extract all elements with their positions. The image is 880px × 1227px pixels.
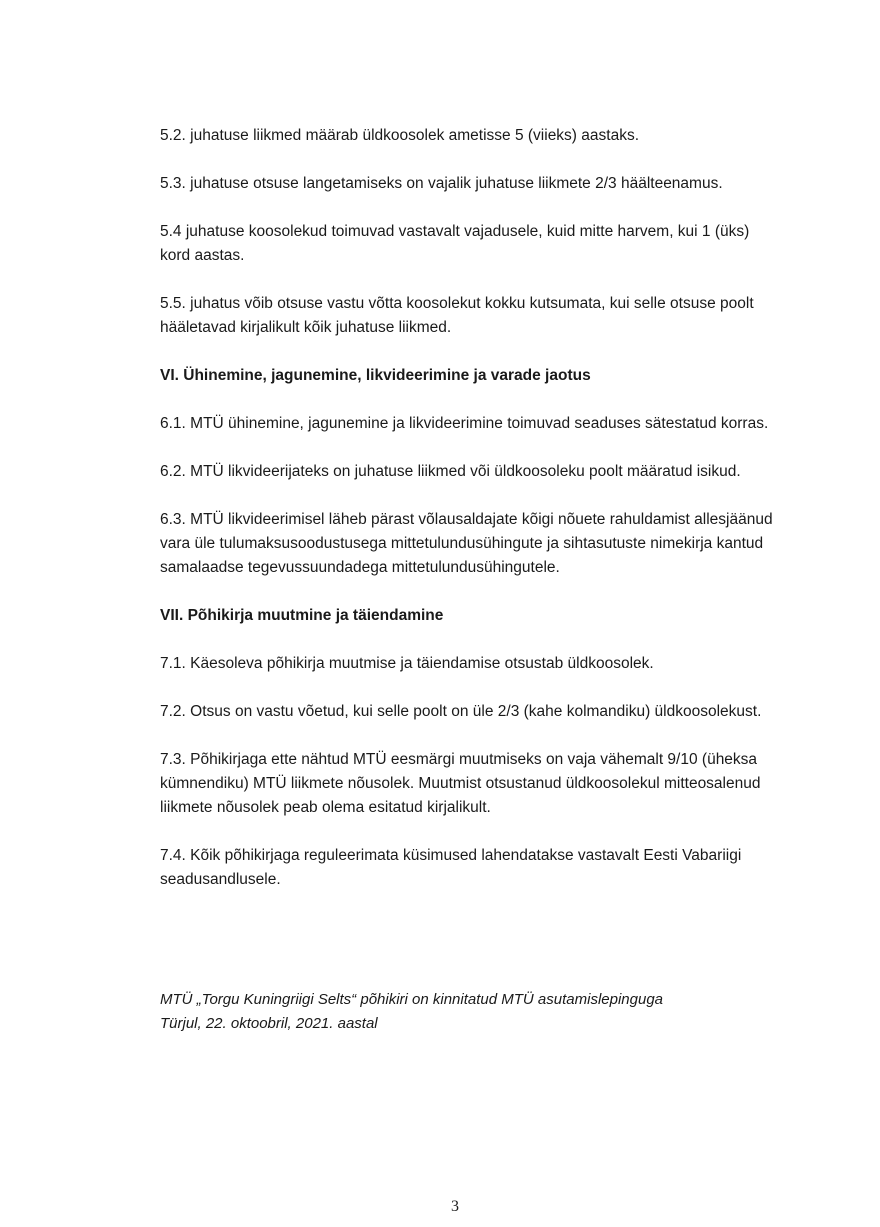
paragraph-7-1-text: 7.1. Käesoleva põhikirja muutmise ja täiendamise otsustab üldkoosolek. (160, 655, 654, 672)
paragraph-7-3 (160, 748, 820, 820)
paragraph-7-4-line-1: 7.4. Kõik põhikirjaga reguleerimata küsimused lahendatakse vastavalt Eesti Vabariigi (160, 847, 742, 864)
paragraph-7-3-line-1: 7.3. Põhikirjaga ette nähtud MTÜ eesmärgi muutmiseks on vaja vähemalt 9/10 (üheksa (160, 751, 758, 768)
paragraph-6-3-line-1: 6.3. MTÜ likvideerimisel läheb pärast võlausaldajate kõigi nõuete rahuldamist allesjäänud (160, 511, 773, 528)
paragraph-5-4-line-2: kord aastas. (160, 247, 245, 264)
section-heading-vi-text: VI. Ühinemine, jagunemine, likvideerimine ja varade jaotus (160, 367, 591, 384)
paragraph-7-1 (160, 652, 820, 676)
paragraph-5-5-line-1: 5.5. juhatus võib otsuse vastu võtta koosolekut kokku kutsumata, kui selle otsuse poolt (160, 295, 754, 312)
paragraph-6-1 (160, 412, 820, 436)
paragraph-6-2-text: 6.2. MTÜ likvideerijateks on juhatuse liikmed või üldkoosoleku poolt määratud isikud. (160, 463, 741, 480)
closing-statement (160, 988, 820, 1036)
page-number: 3 (451, 1198, 459, 1215)
paragraph-5-5-line-2: hääletavad kirjalikult kõik juhatuse liikmed. (160, 319, 452, 336)
paragraph-5-5 (160, 292, 820, 340)
paragraph-6-3-line-2: vara üle tulumaksusoodustusega mittetulundusühingute ja sihtasutuste nimekirja kantud (160, 535, 764, 552)
paragraph-5-3 (160, 172, 820, 196)
paragraph-6-3 (160, 508, 820, 580)
closing-statement-line-1: MTÜ „Torgu Kuningriigi Selts“ põhikiri on kinnitatud MTÜ asutamislepinguga (160, 991, 664, 1008)
paragraph-7-4 (160, 844, 820, 892)
paragraph-7-2-text: 7.2. Otsus on vastu võetud, kui selle poolt on üle 2/3 (kahe kolmandiku) üldkoosolekust. (160, 703, 762, 720)
paragraph-5-2-text: 5.2. juhatuse liikmed määrab üldkoosolek ametisse 5 (viieks) aastaks. (160, 127, 640, 144)
paragraph-7-4-line-2: seadusandlusele. (160, 871, 281, 888)
section-heading-vi (160, 364, 820, 388)
paragraph-7-3-line-3: liikmete nõusolek peab olema esitatud kirjalikult. (160, 799, 491, 816)
section-heading-vii (160, 604, 820, 628)
paragraph-6-1-text: 6.1. MTÜ ühinemine, jagunemine ja likvideerimine toimuvad seaduses sätestatud korras. (160, 415, 769, 432)
paragraph-6-2 (160, 460, 820, 484)
paragraph-5-4 (160, 220, 820, 268)
paragraph-5-4-line-1: 5.4 juhatuse koosolekud toimuvad vastavalt vajadusele, kuid mitte harvem, kui 1 (üks) (160, 223, 750, 240)
paragraph-5-3-text: 5.3. juhatuse otsuse langetamiseks on vajalik juhatuse liikmete 2/3 häälteenamus. (160, 175, 723, 192)
section-heading-vii-text: VII. Põhikirja muutmine ja täiendamine (160, 607, 444, 624)
paragraph-5-2 (160, 124, 820, 148)
paragraph-7-3-line-2: kümnendiku) MTÜ liikmete nõusolek. Muutmist otsustanud üldkoosolekul mitteosalenud (160, 775, 761, 792)
closing-statement-line-2: Türjul, 22. oktoobril, 2021. aastal (160, 1015, 378, 1032)
paragraph-6-3-line-3: samalaadse tegevussuundadega mittetulundusühingutele. (160, 559, 560, 576)
paragraph-7-2 (160, 700, 820, 724)
